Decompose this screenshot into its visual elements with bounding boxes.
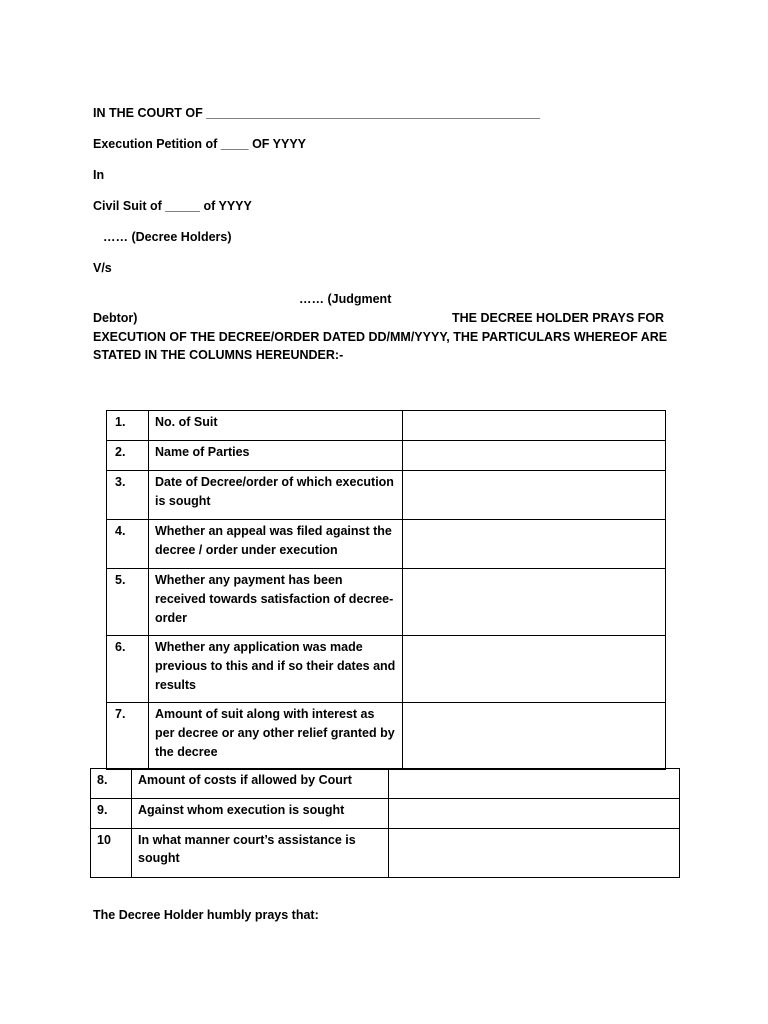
civil-suit-line: Civil Suit of _____ of YYYY	[93, 199, 252, 213]
row-number: 8.	[91, 769, 132, 799]
petition-line: Execution Petition of ____ OF YYYY	[93, 137, 307, 151]
row-value-cell[interactable]	[403, 636, 666, 703]
table-row	[107, 411, 666, 441]
row-number: 7.	[107, 703, 149, 770]
table-row	[91, 799, 680, 829]
table-row	[107, 471, 666, 520]
row-label: Whether an appeal was filed against the decree / order under execution	[149, 520, 403, 569]
particulars-table-bottom	[90, 768, 680, 878]
row-value-cell[interactable]	[389, 799, 680, 829]
row-label: Whether any application was made previous to this and if so their dates and results	[149, 636, 403, 703]
row-label: Name of Parties	[149, 441, 403, 471]
row-number: 2.	[107, 441, 149, 471]
table-row	[107, 703, 666, 770]
in-word: In	[93, 168, 105, 182]
table-row	[107, 569, 666, 636]
versus-line: V/s	[93, 261, 112, 275]
row-label: Whether any payment has been received towards satisfaction of decree-order	[149, 569, 403, 636]
prayer-line-2: EXECUTION OF THE DECREE/ORDER DATED DD/MM/YYYY, THE PARTICULARS WHEREOF ARE	[93, 330, 668, 344]
table-row	[91, 769, 680, 799]
judgment-line: …… (Judgment	[299, 292, 392, 306]
court-line: IN THE COURT OF ________________________________________________	[93, 106, 540, 120]
row-number: 3.	[107, 471, 149, 520]
row-value-cell[interactable]	[389, 829, 680, 878]
table-row	[107, 520, 666, 569]
decree-holders-line: …… (Decree Holders)	[103, 230, 232, 244]
row-value-cell[interactable]	[403, 520, 666, 569]
row-number: 9.	[91, 799, 132, 829]
humbly-prays-line: The Decree Holder humbly prays that:	[93, 908, 319, 922]
row-number: 10	[91, 829, 132, 878]
table-row	[107, 636, 666, 703]
prayer-line-3: STATED IN THE COLUMNS HEREUNDER:-	[93, 348, 344, 362]
row-label: Date of Decree/order of which execution is sought	[149, 471, 403, 520]
row-number: 6.	[107, 636, 149, 703]
row-number: 1.	[107, 411, 149, 441]
row-value-cell[interactable]	[403, 569, 666, 636]
row-label: No. of Suit	[149, 411, 403, 441]
row-number: 4.	[107, 520, 149, 569]
row-value-cell[interactable]	[403, 703, 666, 770]
table-row	[107, 441, 666, 471]
row-label: In what manner court’s assistance is sought	[132, 829, 389, 878]
table-row	[91, 829, 680, 878]
row-value-cell[interactable]	[403, 411, 666, 441]
row-number: 5.	[107, 569, 149, 636]
row-label: Against whom execution is sought	[132, 799, 389, 829]
particulars-table-top	[106, 410, 666, 770]
row-label: Amount of costs if allowed by Court	[132, 769, 389, 799]
debtor-line: Debtor)	[93, 311, 138, 325]
row-value-cell[interactable]	[403, 471, 666, 520]
row-value-cell[interactable]	[389, 769, 680, 799]
prayer-line-1: THE DECREE HOLDER PRAYS FOR	[452, 311, 665, 325]
row-value-cell[interactable]	[403, 441, 666, 471]
row-label: Amount of suit along with interest as per decree or any other relief granted by the decree	[149, 703, 403, 770]
